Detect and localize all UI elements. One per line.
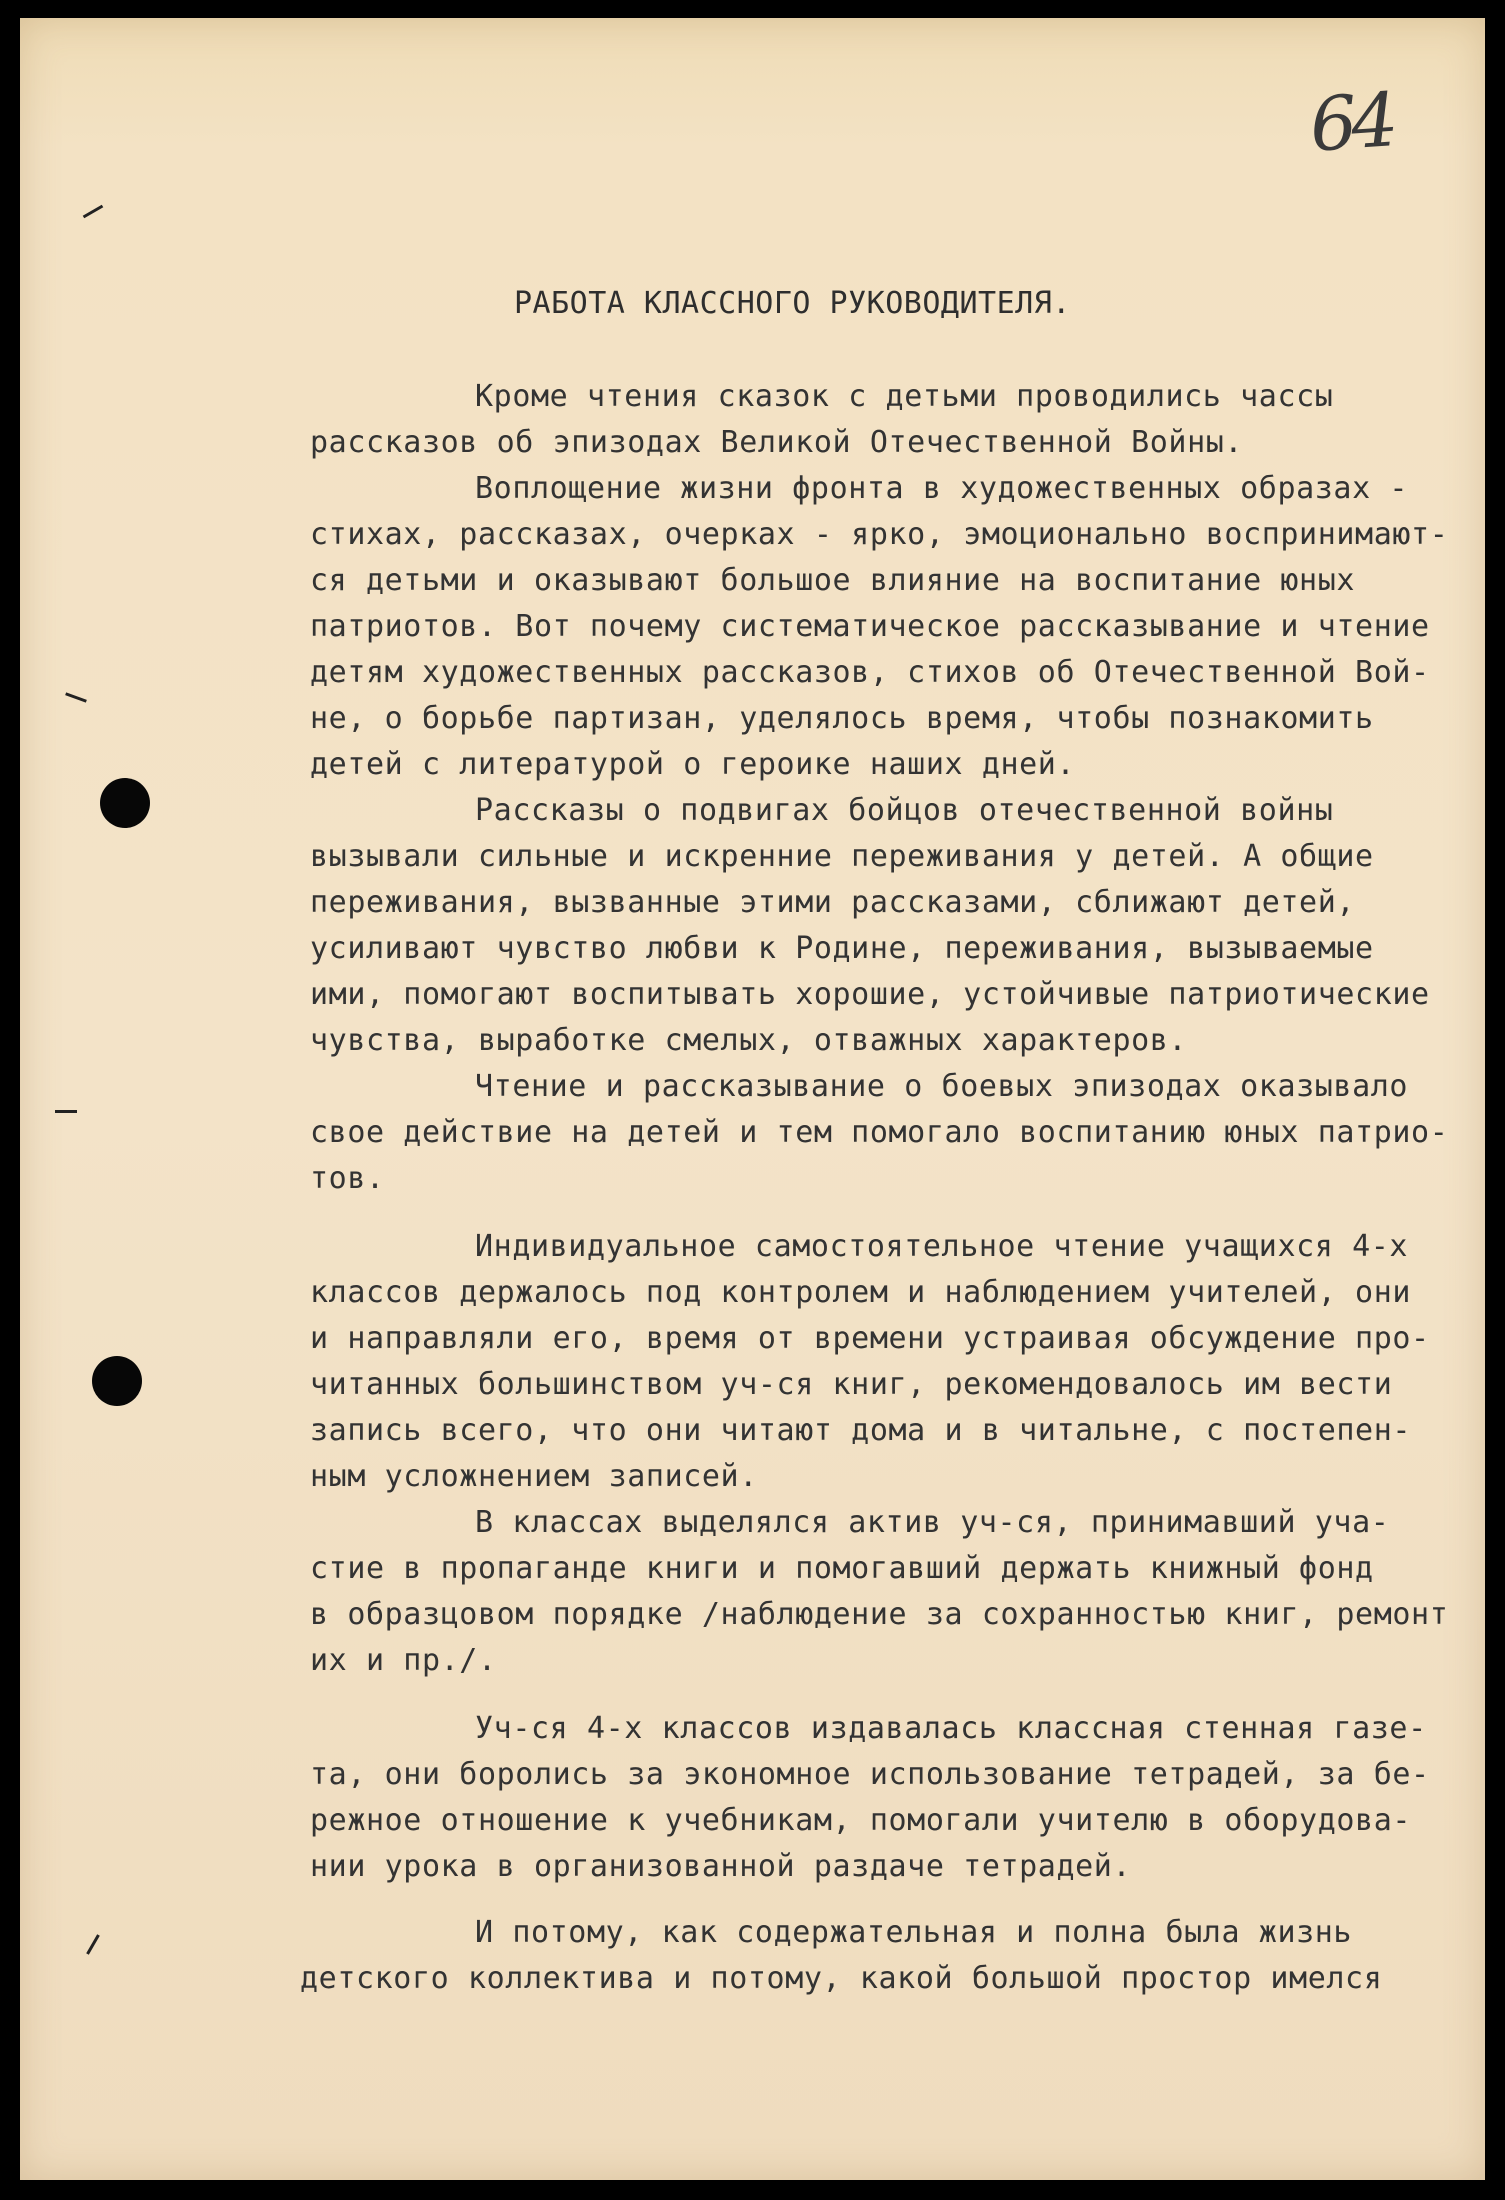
- punch-hole-top: [100, 778, 150, 828]
- text-line: вызывали сильные и искренние переживания у детей. А общие: [310, 839, 1374, 874]
- text-line: нии урока в организованной раздаче тетрадей.: [310, 1849, 1132, 1884]
- document-page: [20, 18, 1485, 2180]
- text-line: режное отношение к учебникам, помогали учителю в оборудова-: [310, 1803, 1412, 1838]
- text-line: не, о борьбе партизан, уделялось время, чтобы познакомить: [310, 701, 1374, 736]
- text-line: стихах, рассказах, очерках - ярко, эмоционально воспринимают-: [310, 517, 1449, 552]
- text-line: Индивидуальное самостоятельное чтение учащихся 4-х: [475, 1229, 1409, 1264]
- text-line: тов.: [310, 1161, 385, 1196]
- margin-mark: [83, 205, 104, 219]
- punch-hole-bottom: [92, 1356, 142, 1406]
- text-line: Уч-ся 4-х классов издавалась классная стенная газе-: [475, 1711, 1427, 1746]
- text-line: патриотов. Вот почему систематическое рассказывание и чтение: [310, 609, 1430, 644]
- margin-mark: [55, 1110, 77, 1113]
- margin-mark: [65, 692, 87, 702]
- text-line: Воплощение жизни фронта в художественных образах -: [475, 471, 1409, 506]
- text-line: И потому, как содержательная и полна была жизнь: [475, 1915, 1353, 1950]
- text-line: ся детьми и оказывают большое влияние на воспитание юных: [310, 563, 1356, 598]
- text-line: Чтение и рассказывание о боевых эпизодах оказывало: [475, 1069, 1409, 1104]
- text-line: свое действие на детей и тем помогало воспитанию юных патрио-: [310, 1115, 1449, 1150]
- text-line: запись всего, что они читают дома и в читальне, с постепен-: [310, 1413, 1412, 1448]
- handwritten-page-number: 64: [1307, 77, 1396, 169]
- text-line: детей с литературой о героике наших дней.: [310, 747, 1076, 782]
- text-line: классов держалось под контролем и наблюдением учителей, они: [310, 1275, 1412, 1310]
- text-line: Кроме чтения сказок с детьми проводились чассы: [475, 379, 1334, 414]
- text-line: та, они боролись за экономное использование тетрадей, за бе-: [310, 1757, 1430, 1792]
- text-line: стие в пропаганде книги и помогавший держать книжный фонд: [310, 1551, 1374, 1586]
- text-line: и направляли его, время от времени устраивая обсуждение про-: [310, 1321, 1430, 1356]
- margin-mark: [86, 1934, 100, 1955]
- text-line: В классах выделялся актив уч-ся, принимавший уча-: [475, 1505, 1390, 1540]
- text-line: ным усложнением записей.: [310, 1459, 758, 1494]
- text-line: их и пр./.: [310, 1643, 497, 1678]
- text-line: Рассказы о подвигах бойцов отечественной войны: [475, 793, 1334, 828]
- text-line: детям художественных рассказов, стихов об Отечественной Вой-: [310, 655, 1430, 690]
- text-line: рассказов об эпизодах Великой Отечественной Войны.: [310, 425, 1244, 460]
- text-line: читанных большинством уч-ся книг, рекомендовалось им вести: [310, 1367, 1393, 1402]
- text-line: в образцовом порядке /наблюдение за сохранностью книг, ремонт: [310, 1597, 1449, 1632]
- text-line: ими, помогают воспитывать хорошие, устойчивые патриотические: [310, 977, 1430, 1012]
- text-line: усиливают чувство любви к Родине, переживания, вызываемые: [310, 931, 1374, 966]
- document-title: РАБОТА КЛАССНОГО РУКОВОДИТЕЛЯ.: [514, 286, 1071, 321]
- text-line: переживания, вызванные этими рассказами, сближают детей,: [310, 885, 1356, 920]
- text-line: детского коллектива и потому, какой большой простор имелся: [300, 1961, 1383, 1996]
- text-line: чувства, выработке смелых, отважных характеров.: [310, 1023, 1188, 1058]
